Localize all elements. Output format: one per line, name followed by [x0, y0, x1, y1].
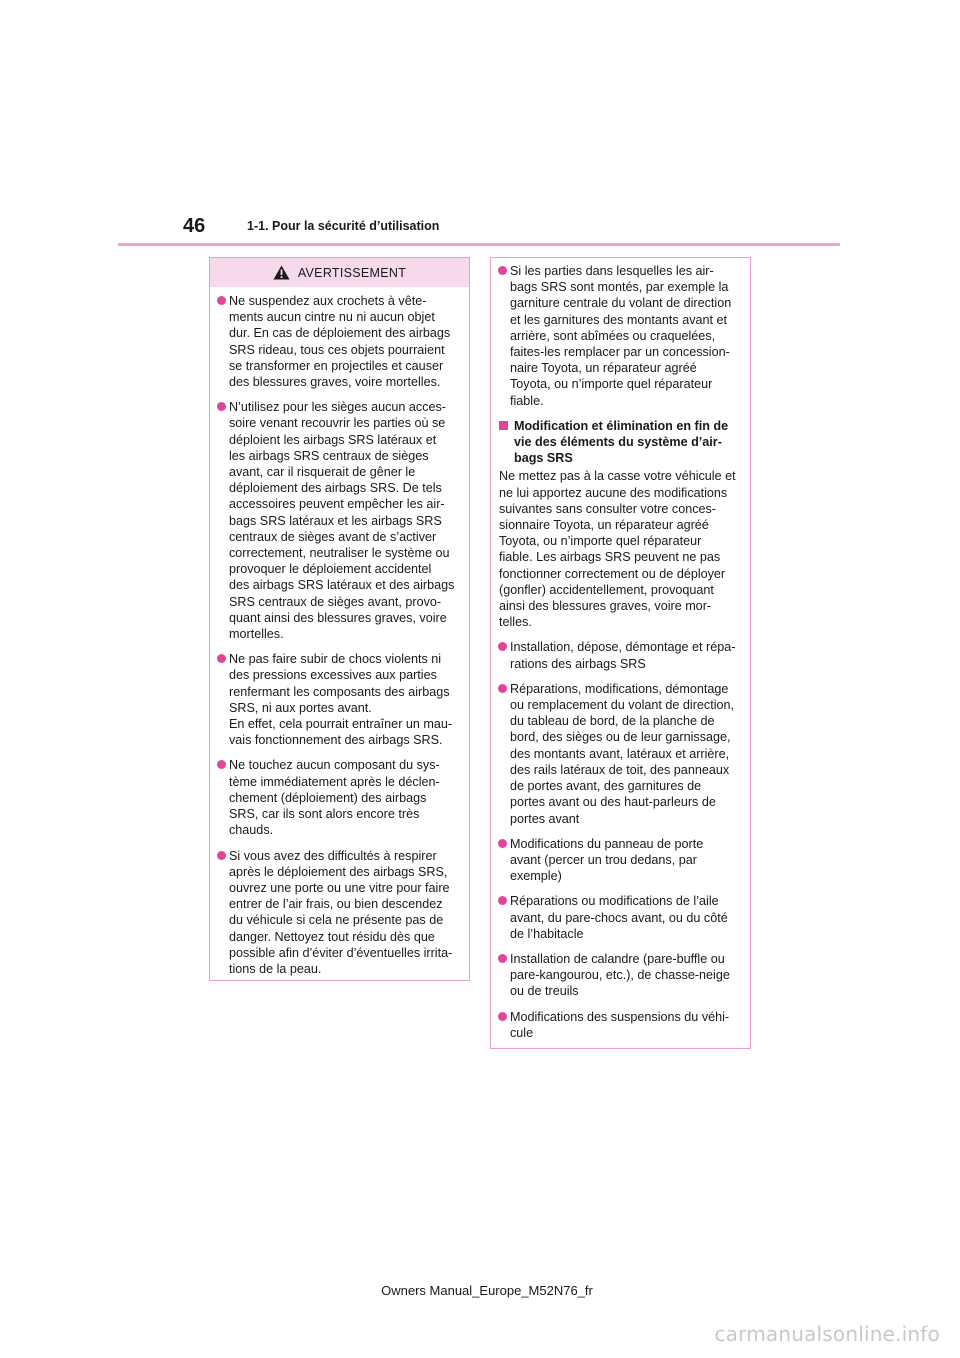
square-bullet-icon: [499, 421, 508, 430]
header-rule: [118, 243, 840, 246]
text-line: du tableau de bord, de la planche de: [510, 714, 715, 729]
list-item: [499, 263, 742, 409]
text-line: des airbags SRS latéraux et des airbags: [229, 578, 455, 593]
text-line: En effet, cela pourrait entraîner un mau-: [229, 717, 453, 732]
text-line: ne lui apportez aucune des modifications: [499, 485, 728, 500]
text-line: garniture centrale du volant de direction: [510, 296, 732, 311]
text-line: N’utilisez pour les sièges aucun acces-: [229, 400, 446, 415]
list-item: [499, 1009, 742, 1041]
text-line: Toyota, ou n’importe quel réparateur: [510, 377, 713, 392]
text-line: de portes avant, des garnitures de: [510, 779, 702, 794]
text-line: SRS rideau, tous ces objets pourraient: [229, 342, 445, 357]
text-line: quant ainsi des blessures graves, voire: [229, 610, 447, 625]
text-line: ou de treuils: [510, 984, 579, 999]
text-line: avant (percer un trou dedans, par: [510, 852, 697, 867]
text-line: Installation, dépose, démontage et répa-: [510, 640, 736, 655]
text-line: Réparations, modifications, démontage: [510, 681, 729, 696]
modification-list: [499, 639, 742, 1040]
text-line: Ne touchez aucun composant du sys-: [229, 758, 440, 773]
text-line: tions de la peau.: [229, 961, 322, 976]
text-line: accessoires peuvent empêcher les air-: [229, 497, 445, 512]
list-item-text: [510, 263, 742, 409]
bullet-icon: [498, 896, 507, 905]
text-line: ouvrez une porte ou une vitre pour faire: [229, 880, 450, 895]
text-line: SRS, car ils sont alors encore très: [229, 807, 420, 822]
warning-title: AVERTISSEMENT: [297, 265, 407, 280]
text-line: arrière, sont abîmées ou craquelées,: [510, 328, 716, 343]
info-content: [491, 258, 750, 1041]
text-line: avant, du pare-chocs avant, ou du côté: [510, 910, 728, 925]
text-line: soire venant recouvrir les parties où se: [229, 416, 446, 431]
text-line: tème immédiatement après le déclen-: [229, 774, 440, 789]
bullet-icon: [498, 839, 507, 848]
text-line: bord, des sièges ou de leur garnissage,: [510, 730, 731, 745]
text-line: rations des airbags SRS: [510, 656, 646, 671]
list-item-text: [510, 1009, 742, 1041]
text-line: exemple): [510, 869, 562, 884]
warning-box: [209, 257, 470, 981]
list-item-text: [229, 757, 461, 838]
bullet-icon: [498, 684, 507, 693]
list-item: [499, 681, 742, 827]
text-line: avant, car il risquerait de gêner le: [229, 465, 416, 480]
text-line: ainsi des blessures graves, voire mor-: [499, 599, 712, 614]
text-line: Ne suspendez aux crochets à vête-: [229, 294, 427, 308]
list-item: [218, 399, 461, 642]
list-item-text: [510, 639, 742, 671]
text-line: correctement, neutraliser le système ou: [229, 546, 450, 561]
text-line: SRS, ni aux portes avant.: [229, 700, 372, 715]
text-line: suivantes sans consulter votre conces-: [499, 501, 716, 516]
text-line: portes avant: [510, 811, 580, 826]
text-line: portes avant ou des haut-parleurs de: [510, 795, 716, 810]
text-line: vais fonctionnement des airbags SRS.: [229, 733, 443, 748]
text-line: des montants avant, latéraux et arrière,: [510, 746, 730, 761]
bullet-icon: [217, 851, 226, 860]
list-item-text: [510, 893, 742, 942]
text-line: fiable.: [510, 393, 544, 408]
text-line: Modifications du panneau de porte: [510, 836, 704, 851]
text-line: naire Toyota, un réparateur agréé: [510, 361, 697, 376]
text-line: Ne mettez pas à la casse votre véhicule et: [499, 469, 736, 484]
warning-header: [210, 258, 469, 287]
list-item-text: [510, 836, 742, 885]
text-line: bags SRS latéraux et les airbags SRS: [229, 513, 442, 528]
subheading: [499, 418, 742, 467]
list-item: [499, 836, 742, 885]
list-item: [218, 848, 461, 978]
bullet-icon: [217, 654, 226, 663]
page-number: 46: [183, 215, 206, 237]
text-line: Réparations ou modifications de l’aile: [510, 894, 719, 909]
subheading-text: [514, 418, 742, 467]
text-line: vie des éléments du système d’air-: [514, 435, 722, 450]
text-line: après le déploiement des airbags SRS,: [229, 864, 448, 879]
list-item-text: [229, 848, 461, 978]
text-line: SRS centraux de sièges avant, provo-: [229, 594, 442, 609]
text-line: les airbags SRS centraux de sièges: [229, 448, 429, 463]
warning-triangle-icon: [273, 265, 290, 280]
text-line: du véhicule si cela ne présente pas de: [229, 913, 444, 928]
text-line: bags SRS: [514, 451, 573, 466]
text-line: renfermant les composants des airbags: [229, 684, 450, 699]
text-line: et les garnitures des montants avant et: [510, 312, 728, 327]
text-line: faites-les remplacer par un concession-: [510, 345, 730, 360]
text-line: provoquer le déploiement accidentel: [229, 562, 432, 577]
bullet-icon: [498, 1012, 507, 1021]
text-line: se transformer en projectiles et causer: [229, 358, 444, 373]
text-line: bags SRS sont montés, par exemple la: [510, 280, 729, 295]
text-line: possible afin d’éviter d’éventuelles irrita-: [229, 945, 453, 960]
list-item-text: [510, 681, 742, 827]
info-box: [490, 257, 751, 1049]
list-item: [499, 639, 742, 671]
text-line: déploient les airbags SRS latéraux et: [229, 432, 437, 447]
text-line: Ne pas faire subir de chocs violents ni: [229, 652, 442, 667]
text-line: cule: [510, 1025, 534, 1040]
list-item: [499, 951, 742, 1000]
warning-items: [210, 287, 469, 977]
text-line: telles.: [499, 615, 532, 630]
text-line: chauds.: [229, 823, 274, 838]
text-line: entrer de l’air frais, ou bien descendez: [229, 897, 443, 912]
text-line: fiable. Les airbags SRS peuvent ne pas: [499, 550, 721, 565]
text-line: mortelles.: [229, 627, 284, 642]
text-line: Modification et élimination en fin de: [514, 418, 729, 433]
bullet-icon: [498, 954, 507, 963]
text-line: dur. En cas de déploiement des airbags: [229, 326, 451, 341]
text-line: ou remplacement du volant de direction,: [510, 698, 735, 713]
text-line: des blessures graves, voire mortelles.: [229, 375, 441, 390]
list-item-text: [229, 293, 461, 390]
footer-text: Owners Manual_Europe_M52N76_fr: [381, 1283, 593, 1298]
text-line: sionnaire Toyota, un réparateur agréé: [499, 518, 709, 533]
text-line: de l’habitacle: [510, 926, 584, 941]
text-line: Installation de calandre (pare-buffle ou: [510, 951, 725, 966]
bullet-icon: [217, 296, 226, 305]
text-line: Toyota, ou n’importe quel réparateur: [499, 534, 702, 549]
text-line: (gonfler) accidentellement, provoquant: [499, 582, 714, 597]
paragraph: [499, 468, 742, 630]
bullet-icon: [498, 266, 507, 275]
section-title: 1-1. Pour la sécurité d’utilisation: [247, 219, 440, 233]
text-line: Modifications des suspensions du véhi-: [510, 1009, 730, 1024]
bullet-icon: [498, 642, 507, 651]
text-line: fonctionner correctement ou de déployer: [499, 566, 726, 581]
list-item-text: [229, 399, 461, 642]
list-item-text: [229, 651, 461, 748]
text-line: pare-kangourou, etc.), de chasse-neige: [510, 968, 730, 983]
text-line: Si vous avez des difficultés à respirer: [229, 848, 437, 863]
text-line: danger. Nettoyez tout résidu dès que: [229, 929, 435, 944]
bullet-icon: [217, 760, 226, 769]
list-item: [499, 893, 742, 942]
list-item: [218, 293, 461, 390]
text-line: Si les parties dans lesquelles les air-: [510, 264, 714, 278]
text-line: des pressions excessives aux parties: [229, 668, 437, 683]
bullet-icon: [217, 402, 226, 411]
text-line: ments aucun cintre nu ni aucun objet: [229, 310, 435, 325]
list-item: [218, 651, 461, 748]
text-line: centraux de sièges avant de s’activer: [229, 529, 437, 544]
text-line: des rails latéraux de toit, des panneaux: [510, 762, 730, 777]
list-item-text: [510, 951, 742, 1000]
list-item: [218, 757, 461, 838]
text-line: déploiement des airbags SRS. De tels: [229, 481, 442, 496]
watermark: carmanualsonline.info: [714, 1322, 940, 1346]
text-line: chement (déploiement) des airbags: [229, 790, 427, 805]
